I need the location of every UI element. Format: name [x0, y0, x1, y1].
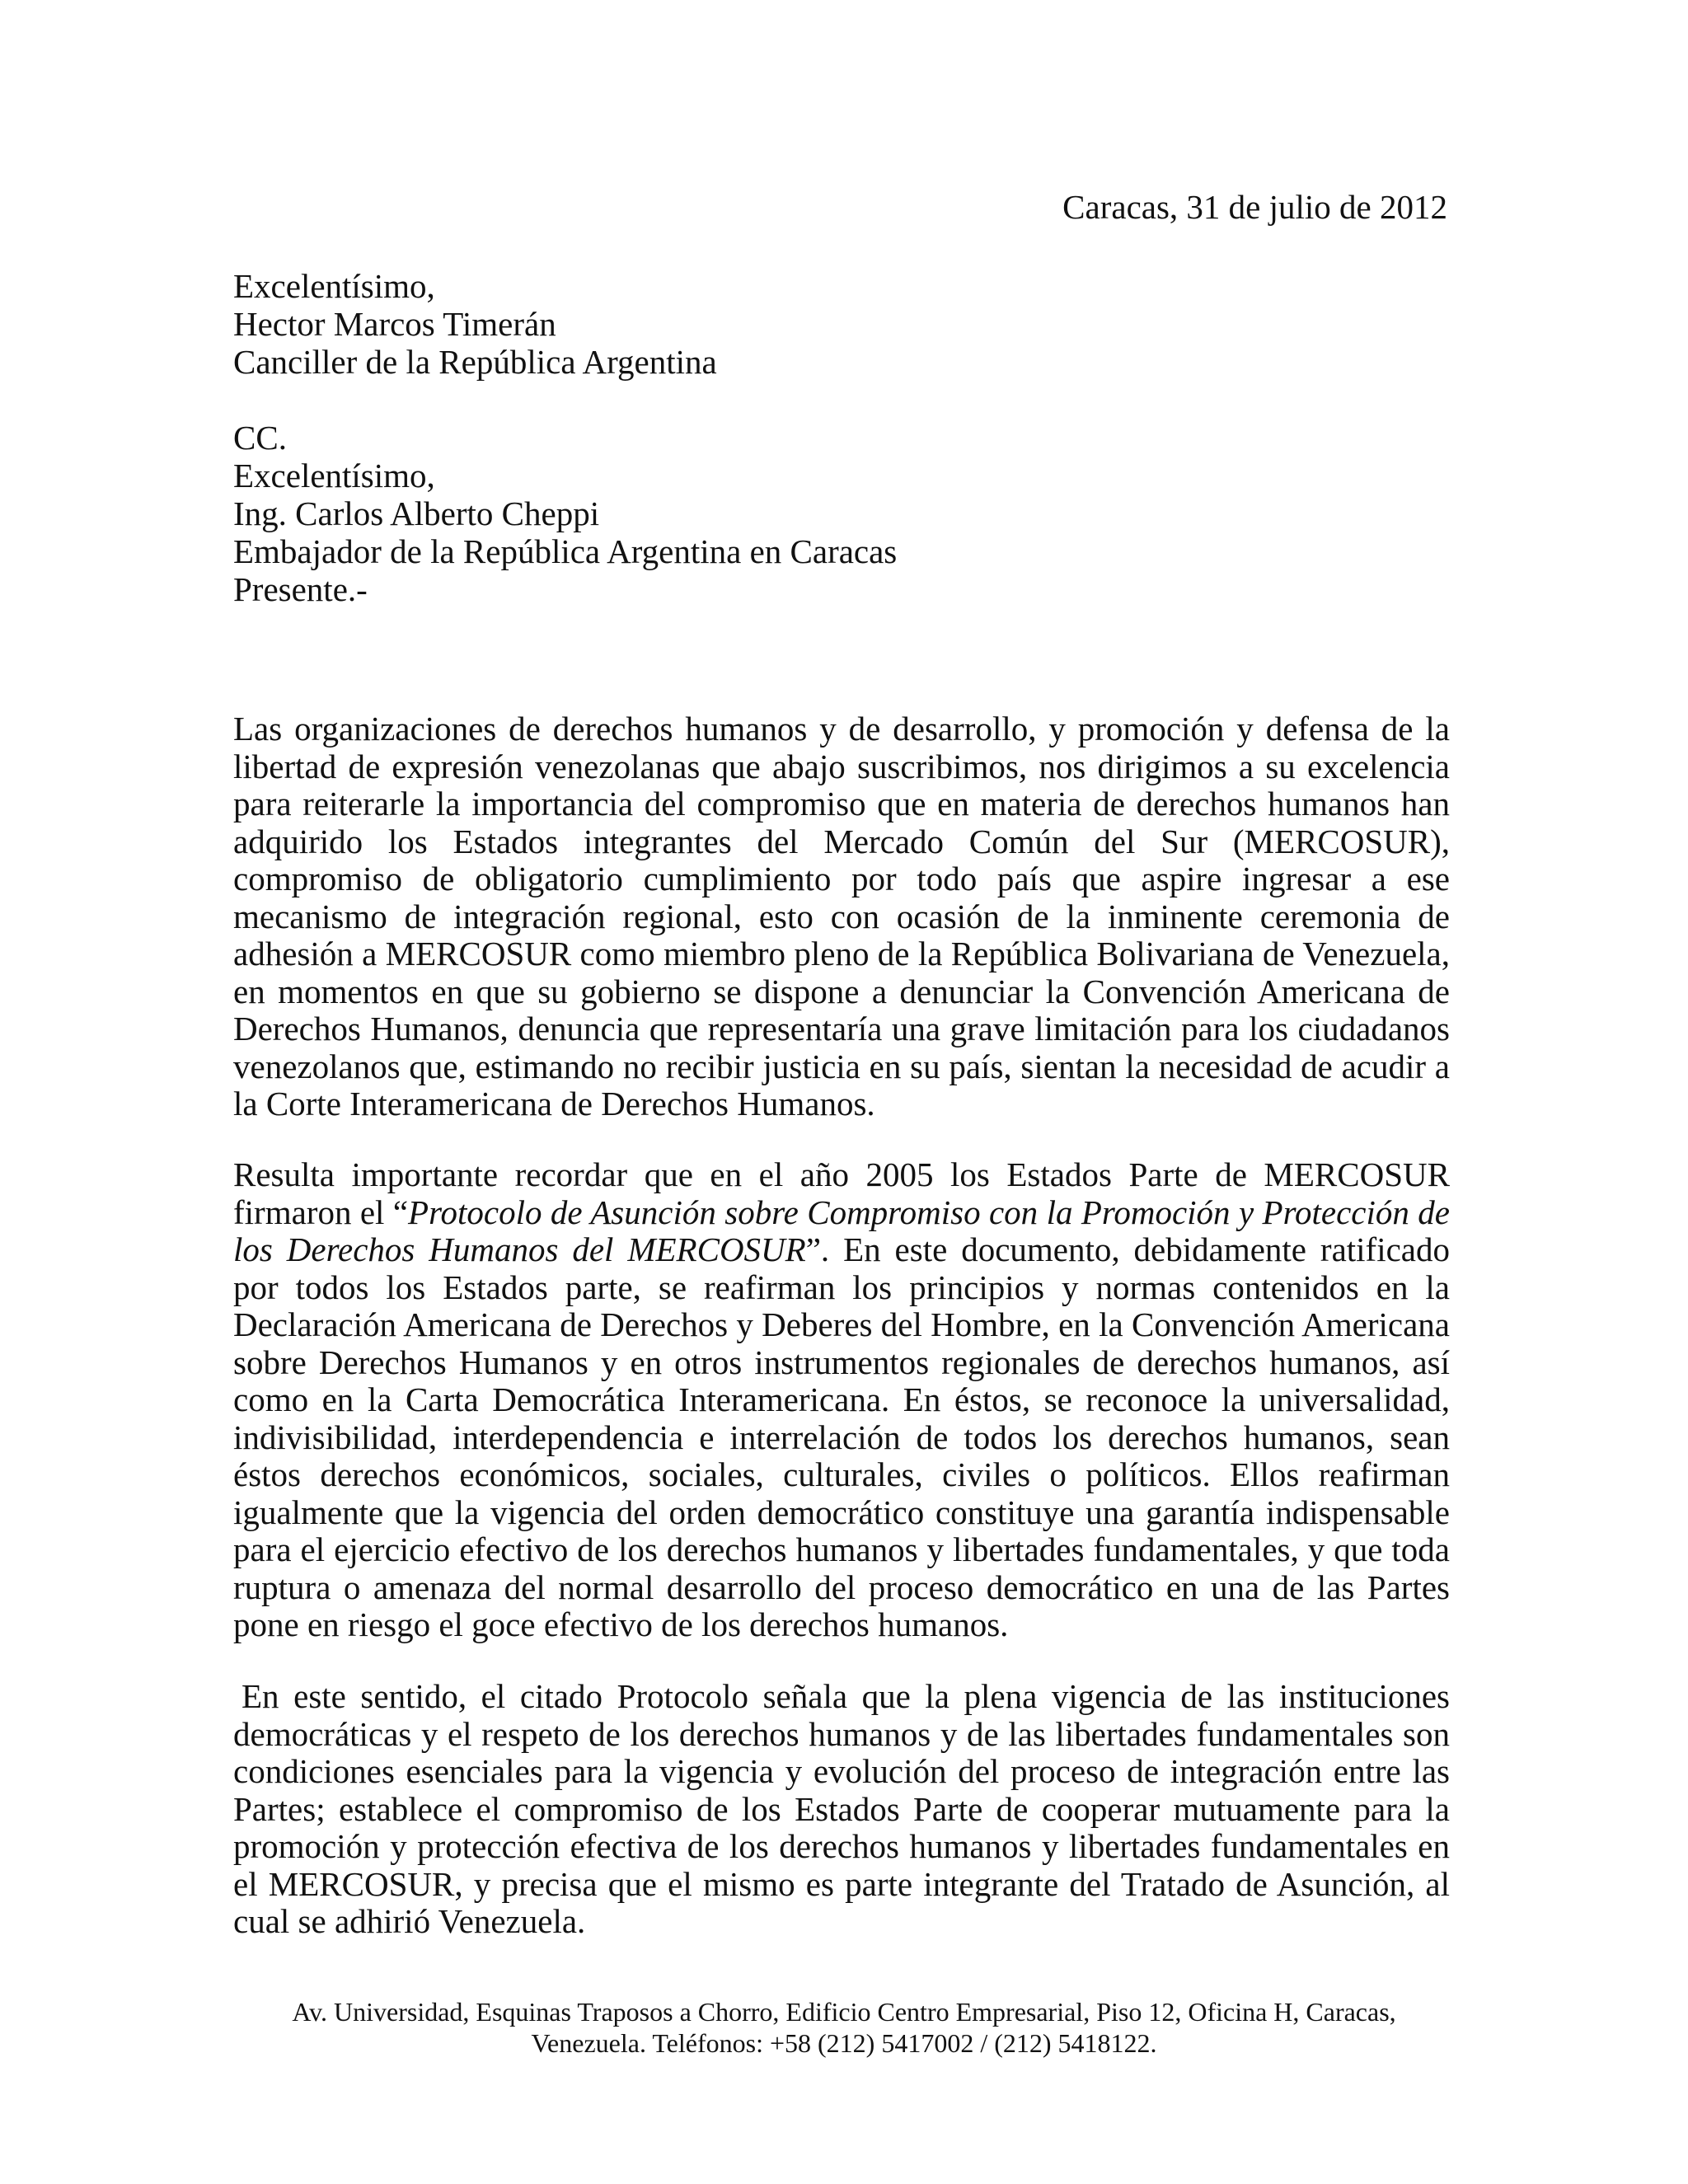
body-paragraph-3 [233, 1678, 1450, 1941]
footer-address-line-1: Av. Universidad, Esquinas Traposos a Chorro, Edificio Centro Empresarial, Piso 12, Oficina H, Caracas, [292, 1997, 1396, 2027]
body-paragraph-1: Las organizaciones de derechos humanos y de desarrollo, y promoción y defensa de la libertad de expresión venezolanas que abajo suscribimos, nos dirigimos a su excelencia para reiterarle la importancia del compromiso que en materia de derechos humanos han adquirido los Estados integrantes del Mercado Común del Sur (MERCOSUR), compromiso de obligatorio cumplimiento por todo país que aspire ingresar a ese mecanismo de integración regional, esto con ocasión de la inminente ceremonia de adhesión a MERCOSUR como miembro pleno de la República Bolivariana de Venezuela, en momentos en que su gobierno se dispone a denunciar la Convención Americana de Derechos Humanos, denuncia que representaría una grave limitación para los ciudadanos venezolanos que, estimando no recibir justicia en su país, sientan la necesidad de acudir a la Corte Interamericana de Derechos Humanos. [233, 710, 1450, 1122]
body-paragraph-2 [233, 1156, 1450, 1644]
cc-salutation: Excelentísimo, [233, 457, 435, 494]
letter-date: Caracas, 31 de julio de 2012 [1062, 188, 1447, 226]
cc-label: CC. [233, 419, 287, 457]
footer-address-line-2: Venezuela. Teléfonos: +58 (212) 5417002 / (212) 5418122. [531, 2028, 1157, 2058]
addressee-salutation: Excelentísimo, [233, 267, 435, 305]
addressee-block [233, 267, 717, 381]
protocol-title-italic: Protocolo de Asunción sobre Compromiso con la Promoción y Protección de los Derechos Humanos del MERCOSUR [233, 1193, 1450, 1268]
paragraph-2-rest: ”. En este documento, debidamente ratificado por todos los Estados parte, se reafirman los principios y normas contenidos en la Declaración Americana de Derechos y Deberes del Hombre, en la Convención Americana sobre Derechos Humanos y en otros instrumentos regionales de derechos humanos, así como en la Carta Democrática Interamericana. En éstos, se reconoce la universalidad, indivisibilidad, interdependencia e interrelación de todos los derechos humanos, sean éstos derechos económicos, sociales, culturales, civiles o políticos. Ellos reafirman igualmente que la vigencia del orden democrático constituye una garantía indispensable para el ejercicio efectivo de los derechos humanos y libertades fundamentales, y que toda ruptura o amenaza del normal desarrollo del proceso democrático en una de las Partes pone en riesgo el goce efectivo de los derechos humanos. [233, 1230, 1450, 1643]
cc-title: Embajador de la República Argentina en Caracas [233, 532, 898, 570]
paragraph-2-lead: Resulta importante recordar que en el año 2005 los Estados Parte de MERCOSUR firmaron el “ [233, 1155, 1450, 1231]
letter-footer [0, 1996, 1688, 2059]
cc-closing: Presente.- [233, 570, 368, 608]
addressee-name: Hector Marcos Timerán [233, 305, 556, 343]
paragraph-3-text: En este sentido, el citado Protocolo señala que la plena vigencia de las instituciones democráticas y el respeto de los derechos humanos y de las libertades fundamentales son condiciones esenciales para la vigencia y evolución del proceso de integración entre las Partes; establece el compromiso de los Estados Parte de cooperar mutuamente para la promoción y protección efectiva de los derechos humanos y libertades fundamentales en el MERCOSUR, y precisa que el mismo es parte integrante del Tratado de Asunción, al cual se adhirió Venezuela. [233, 1677, 1450, 1940]
addressee-title: Canciller de la República Argentina [233, 343, 717, 381]
cc-name: Ing. Carlos Alberto Cheppi [233, 494, 600, 532]
cc-block [233, 419, 897, 608]
